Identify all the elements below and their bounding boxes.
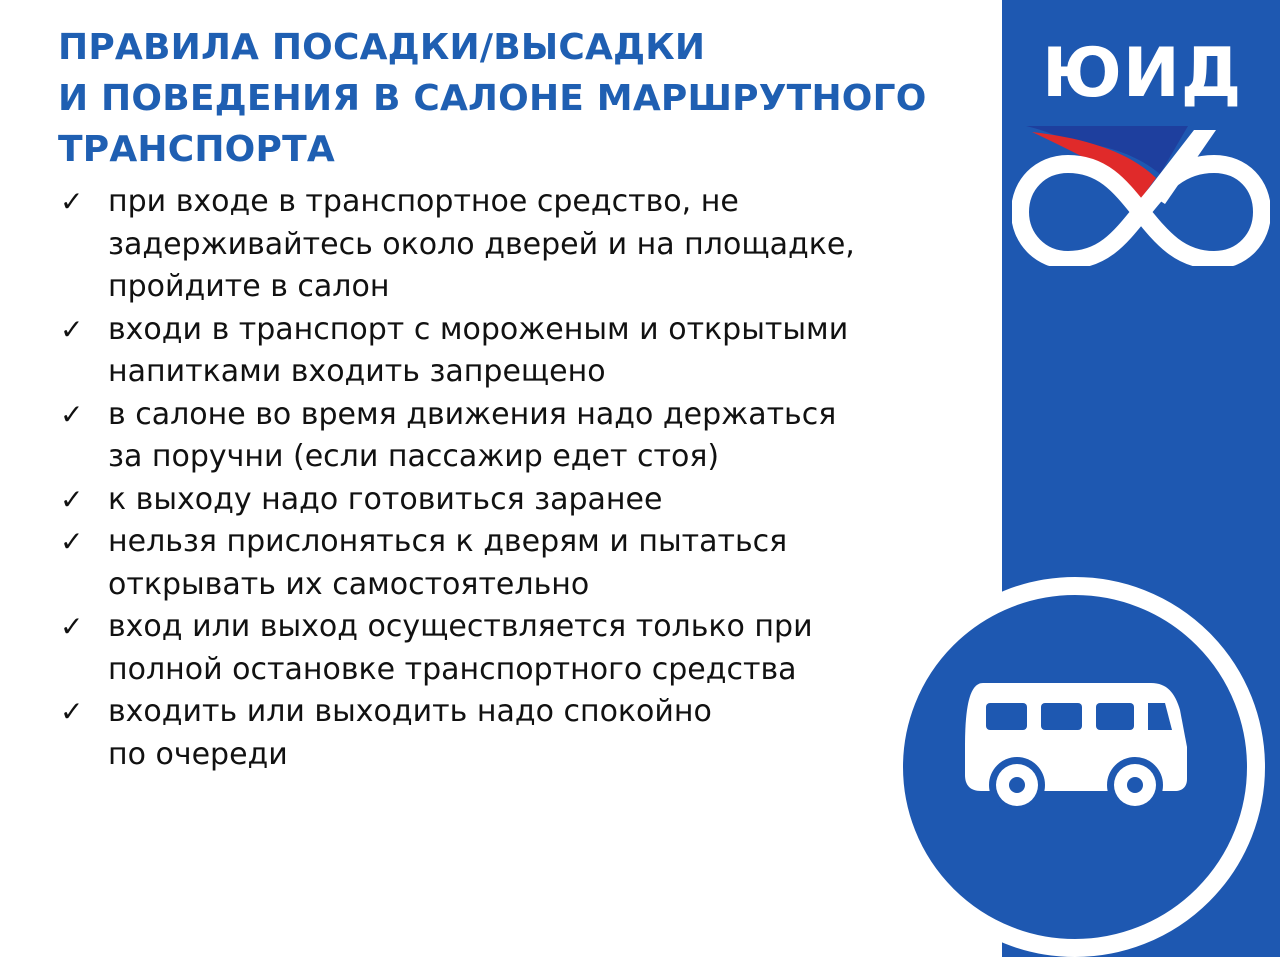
rule-text-line: за поручни (если пассажир едет стоя) [108,439,720,474]
list-item [58,479,938,522]
list-item [58,606,938,691]
rule-text-line: напитками входить запрещено [108,354,606,389]
checkmark-icon: ✓ [60,525,84,558]
list-item [58,309,938,394]
bus-window-1 [986,703,1027,730]
rule-text-line: пройдите в салон [108,269,390,304]
rule-text-line: входи в транспорт с мороженым и открытыми [108,311,849,347]
rule-text-line: задерживайтесь около дверей и на площадке, [108,226,855,262]
list-item [58,691,938,776]
page-title [58,22,958,175]
rule-text-line: полной остановке транспортного средства [108,651,797,687]
bus-icon [955,675,1195,820]
rule-text-line: к выходу надо готовиться заранее [108,481,663,517]
rule-text-line: вход или выход осуществляется только при [108,609,813,644]
checkmark-icon: ✓ [60,610,84,643]
rule-text-line: входить или выходить надо спокойно [108,694,712,729]
checkmark-icon: ✓ [60,185,84,218]
rules-list [58,181,938,776]
rule-text-line: в салоне во время движения надо держаться [108,396,837,432]
page-title-line-3: ТРАНСПОРТА [58,129,335,170]
rule-text-line: при входе в транспортное средство, не [108,184,739,219]
list-item [58,181,938,309]
rule-text-line: по очереди [108,736,288,772]
page-title-line-2: И ПОВЕДЕНИЯ В САЛОНЕ МАРШРУТНОГО [58,78,927,119]
list-item [58,521,938,606]
rule-text-line: нельзя прислоняться к дверям и пытаться [108,524,788,559]
checkmark-icon: ✓ [60,695,84,728]
bus-window-2 [1041,703,1082,730]
uid-logo-text: ЮИД [1042,34,1243,113]
checkmark-icon: ✓ [60,397,84,431]
list-item [58,394,938,479]
bus-wheel-hub-right [1127,777,1143,793]
checkmark-icon: ✓ [60,312,84,346]
bus-wheel-hub-left [1009,777,1025,793]
rule-text-line: открывать их самостоятельно [108,566,590,602]
checkmark-icon: ✓ [60,482,84,516]
bus-window-3 [1096,703,1134,730]
bicycle-infinity-icon [1012,116,1270,266]
page-title-line-1: ПРАВИЛА ПОСАДКИ/ВЫСАДКИ [58,27,706,68]
